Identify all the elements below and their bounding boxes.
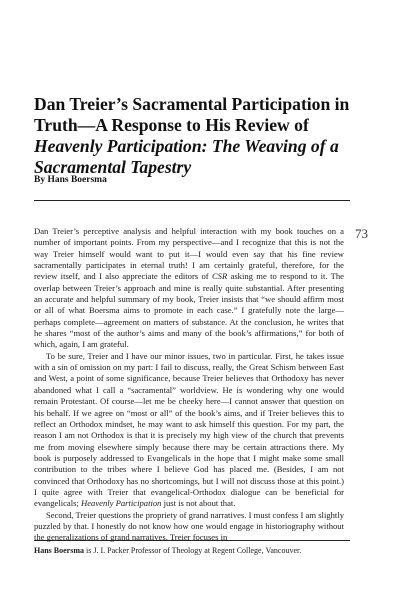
footnote-author-name: Hans Boersma <box>34 546 84 555</box>
italic-text: Heavenly Participation <box>81 498 162 509</box>
footnote-text: is J. I. Packer Professor of Theology at Regent College, Vancouver. <box>84 546 302 555</box>
body-paragraph <box>34 510 344 544</box>
body-paragraph <box>34 226 344 351</box>
paragraph-text: asking me to respond to it. The overlap between Treier’s approach and mine is really quite substantial. After presenting an accurate and helpful summary of my book, Treier insists that “we should affirm most or all of what Boersma aims to promote in each case.” I gratefully note the large—perhaps complete—agreement on matters of substance. At the conclusion, he writes that he shares “most of the author’s aims and many of the book’s affirmations,” for both of which, again, I am grateful. <box>34 271 344 350</box>
page-number: 73 <box>355 226 368 241</box>
paragraph-text: just is not about that. <box>161 498 236 509</box>
italic-text: CSR <box>211 271 228 282</box>
author-footnote <box>34 546 350 556</box>
byline: By Hans Boersma <box>34 175 107 185</box>
body-paragraph <box>34 351 344 510</box>
top-divider <box>34 200 350 201</box>
footnote-divider <box>34 540 350 541</box>
article-body <box>34 226 344 544</box>
paragraph-text: To be sure, Treier and I have our minor issues, two in particular. First, he takes issue with a sin of omission on my part: I fail to discuss, really, the Great Schism between East and West, a point of some significance, because Treier believes that Orthodoxy has never abandoned what I call a “sacramental” worldview. He is wondering why one would remain Protestant. Of course—let me be cheeky here—I cannot answer that question on his behalf. If we agree on “most or all” of the book’s aims, and if Treier believes this to reflect an Orthodox mindset, he may want to ask himself this question. For my part, the reason I am not Orthodox is that it is precisely my high view of the church that prevents me from moving elsewhere simply because there may be certain attractions there. My book is purposely addressed to Evangelicals in the hope that I might make some small contribution to the tribes where I believe God has placed me. (Besides, I am not convinced that Orthodoxy has no shortcomings, but I will not discuss those at this point.) I quite agree with Treier that evangelical-Orthodox dialogue can be beneficial for evangelicals; <box>34 350 344 509</box>
paragraph-text: Second, Treier questions the propriety of grand narratives. I must confess I am slightly puzzled by that. I honestly do not know how one would engage in historiography without the generalizations of grand narratives. Treier focuses in <box>34 509 344 543</box>
article-title <box>34 94 354 178</box>
paragraph-text: Dan Treier’s perceptive analysis and helpful interaction with my book touches on a number of important points. From my perspective—and I recognize that this is not the way Treier himself would want to put it—I would even say that his fine review sacramentally participates in eternal truth! I am certainly grateful, therefore, for the review itself, and I also appreciate the editors of <box>34 226 344 282</box>
article-title-book: Heavenly Participation: The Weaving of a Sacramental Tapestry <box>34 136 339 177</box>
article-title-main: Dan Treier’s Sacramental Participation in Truth—A Response to His Review of <box>34 94 350 135</box>
